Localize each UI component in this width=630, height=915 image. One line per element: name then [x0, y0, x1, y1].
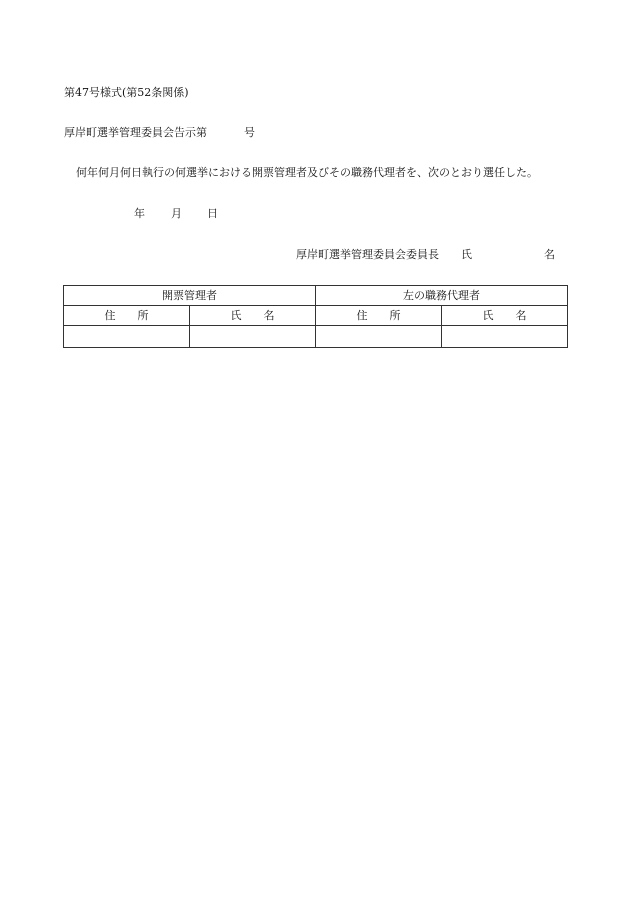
signer-name-char: 名 [544, 248, 555, 261]
notice-title: 厚岸町選挙管理委員会告示第 [64, 126, 207, 139]
group-header-row [64, 286, 568, 306]
column-header-name: 氏 名 [190, 306, 316, 326]
appointment-table [63, 285, 568, 348]
table-cell [190, 326, 316, 348]
column-header-row [64, 306, 568, 326]
table-cell [64, 326, 190, 348]
column-header-name: 氏 名 [442, 306, 568, 326]
notice-body: 何年何月何日執行の何選挙における開票管理者及びその職務代理者を、次のとおり選任した。 [76, 166, 538, 179]
signer-title: 厚岸町選挙管理委員会委員長 [296, 248, 439, 261]
group-header-counting-manager: 開票管理者 [64, 286, 316, 306]
column-header-address: 住 所 [64, 306, 190, 326]
table-row [64, 326, 568, 348]
date-year: 年 [134, 207, 145, 220]
form-number: 第47号様式(第52条関係) [64, 86, 189, 99]
column-header-address: 住 所 [316, 306, 442, 326]
table-cell [316, 326, 442, 348]
table-cell [442, 326, 568, 348]
notice-number-suffix: 号 [244, 126, 255, 139]
date-day: 日 [207, 207, 218, 220]
date-month: 月 [171, 207, 182, 220]
signer-surname-char: 氏 [461, 248, 472, 261]
group-header-deputy: 左の職務代理者 [316, 286, 568, 306]
